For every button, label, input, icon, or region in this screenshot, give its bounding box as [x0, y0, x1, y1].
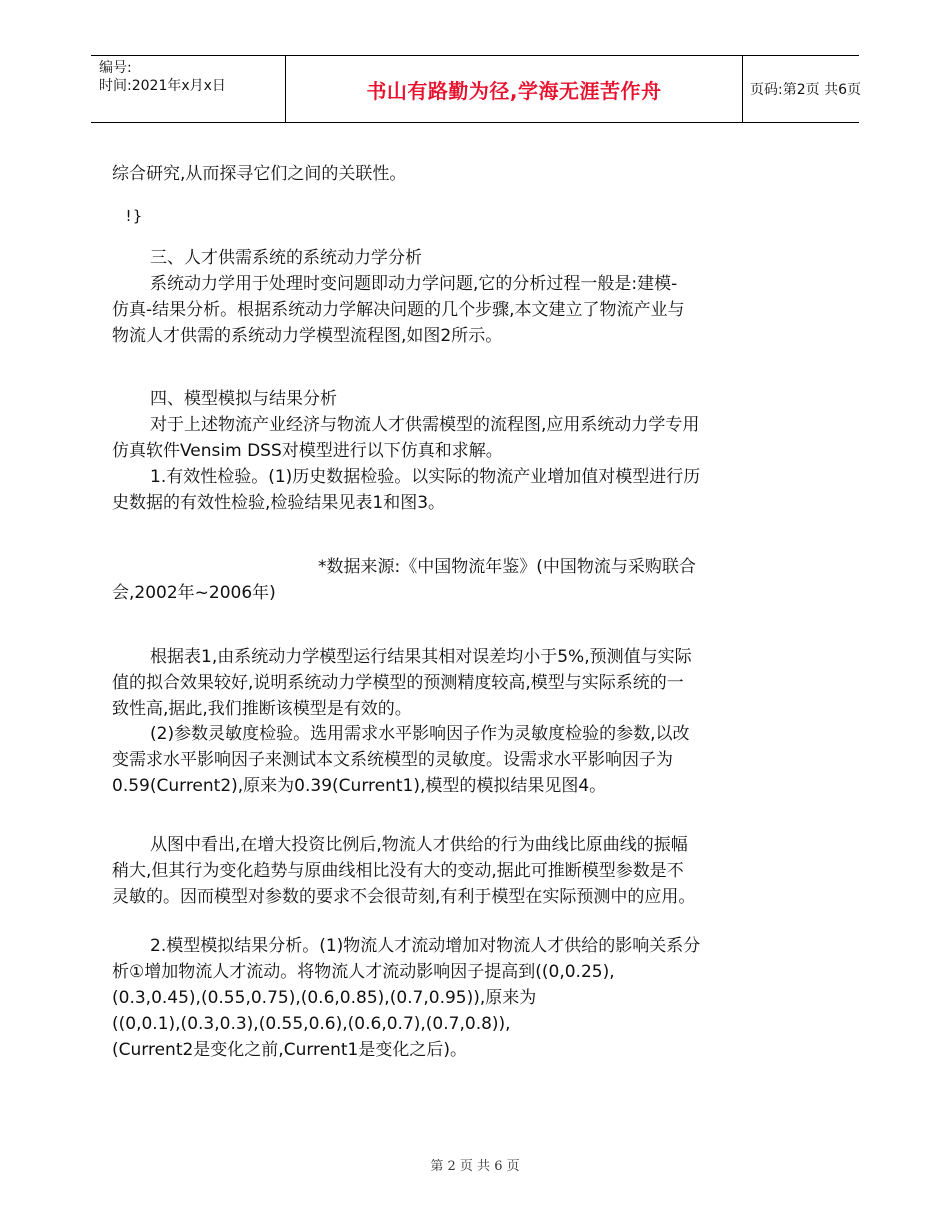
text-line: (Current2是变化之前,Current1是变化之后)。 — [112, 1040, 467, 1060]
document-time-label: 时间:2021年x月x日 — [99, 78, 226, 94]
text-line: 析①增加物流人才流动。将物流人才流动影响因子提高到((0,0.25), — [112, 962, 615, 982]
page-header — [91, 55, 859, 123]
text-line: 变需求水平影响因子来测试本文系统模型的灵敏度。设需求水平影响因子为 — [112, 750, 673, 770]
document-number-label: 编号: — [99, 60, 132, 76]
header-motto: 书山有路勤为径,学海无涯苦作舟 — [366, 78, 662, 103]
data-source-note: *数据来源:《中国物流年鉴》(中国物流与采购联合 — [318, 557, 696, 577]
text-line: (2)参数灵敏度检验。选用需求水平影响因子作为灵敏度检验的参数,以改 — [150, 724, 690, 744]
text-line: 史数据的有效性检验,检验结果见表1和图3。 — [112, 493, 446, 513]
text-line: 综合研究,从而探寻它们之间的关联性。 — [112, 164, 407, 184]
page-footer: 第 2 页 共 6 页 — [430, 1159, 520, 1174]
text-line: 从图中看出,在增大投资比例后,物流人才供给的行为曲线比原曲线的振幅 — [150, 835, 688, 855]
text-line: 0.59(Current2),原来为0.39(Current1),模型的模拟结果见图4。 — [112, 776, 607, 796]
text-line: (0.3,0.45),(0.55,0.75),(0.6,0.85),(0.7,0.95)),原来为 — [112, 988, 537, 1008]
text-line: 1.有效性检验。(1)历史数据检验。以实际的物流产业增加值对模型进行历 — [150, 467, 701, 487]
section-heading-3: 三、人才供需系统的系统动力学分析 — [150, 248, 422, 268]
text-line: 2.模型模拟结果分析。(1)物流人才流动增加对物流人才供给的影响关系分 — [150, 936, 701, 956]
text-line: 根据表1,由系统动力学模型运行结果其相对误差均小于5%,预测值与实际 — [150, 647, 692, 667]
header-page-info: 页码:第2页 共6页 — [750, 82, 861, 98]
text-line: 对于上述物流产业经济与物流人才供需模型的流程图,应用系统动力学专用 — [150, 415, 700, 435]
text-line-stray: !} — [124, 207, 143, 225]
text-line: 致性高,据此,我们推断该模型是有效的。 — [112, 699, 412, 719]
text-line: 物流人才供需的系统动力学模型流程图,如图2所示。 — [112, 326, 503, 346]
text-line: 值的拟合效果较好,说明系统动力学模型的预测精度较高,模型与实际系统的一 — [112, 673, 684, 693]
text-line: 仿真-结果分析。根据系统动力学解决问题的几个步骤,本文建立了物流产业与 — [112, 300, 685, 320]
data-source-note-cont: 会,2002年~2006年) — [112, 583, 276, 603]
header-motto-cell — [285, 56, 743, 122]
text-line: 系统动力学用于处理时变问题即动力学问题,它的分析过程一般是:建模- — [150, 274, 678, 294]
section-heading-4: 四、模型模拟与结果分析 — [150, 389, 337, 409]
text-line: 灵敏的。因而模型对参数的要求不会很苛刻,有利于模型在实际预测中的应用。 — [112, 887, 696, 907]
text-line: 仿真软件Vensim DSS对模型进行以下仿真和求解。 — [112, 441, 503, 461]
text-line: ((0,0.1),(0.3,0.3),(0.55,0.6),(0.6,0.7),(0.7,0.8)), — [112, 1014, 511, 1034]
header-meta — [91, 56, 285, 122]
text-line: 稍大,但其行为变化趋势与原曲线相比没有大的变动,据此可推断模型参数是不 — [112, 861, 684, 881]
header-page-cell — [742, 56, 859, 122]
